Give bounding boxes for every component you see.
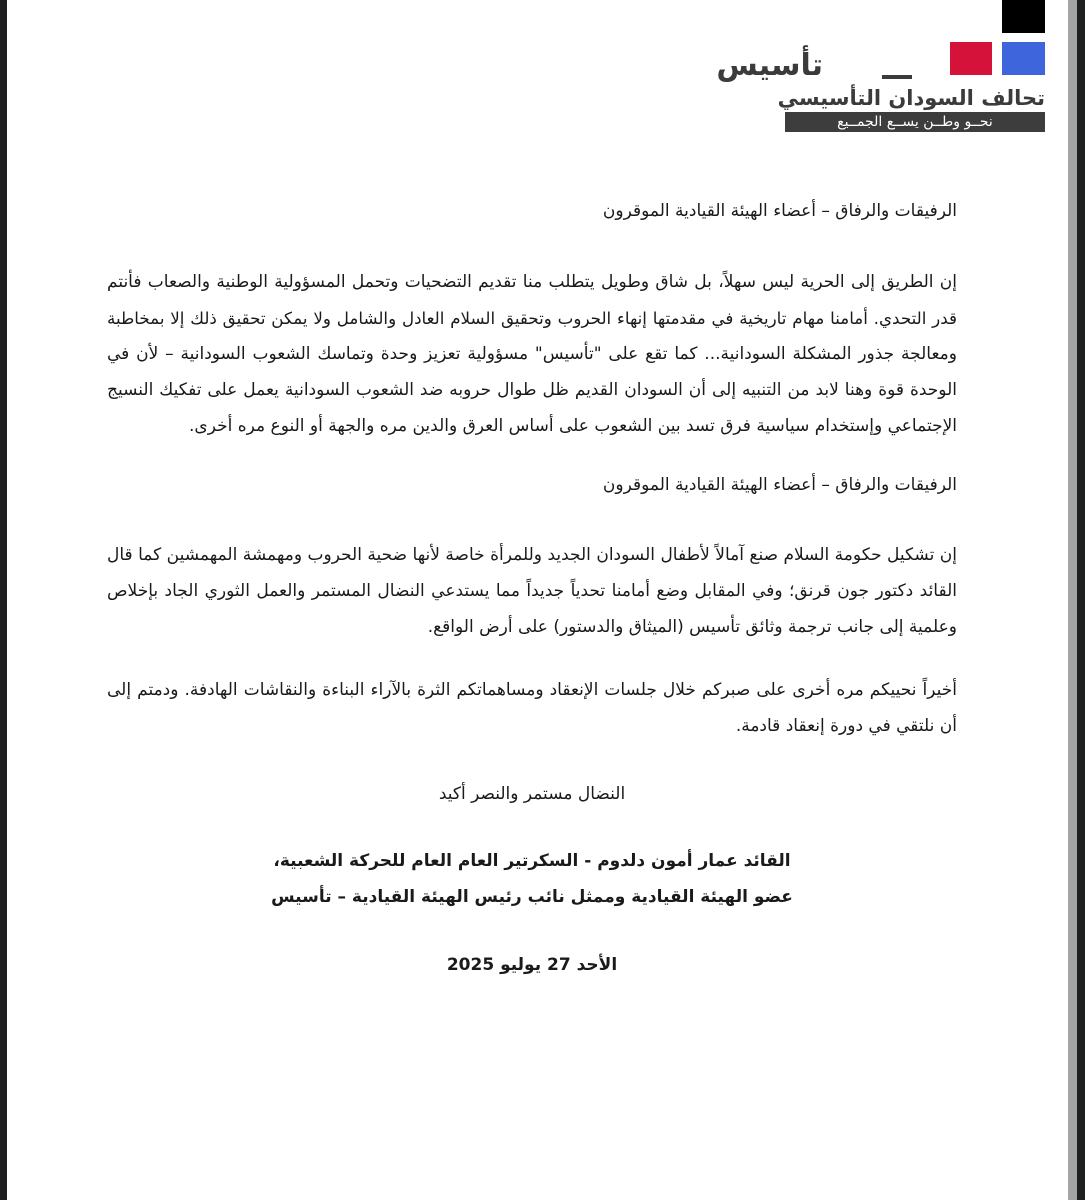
paragraph-line: أن نلتقي في دورة إنعقاد قادمة. xyxy=(735,716,957,736)
logo-name-text: تأسيس xyxy=(716,48,823,83)
scrollbar-track[interactable] xyxy=(1068,0,1077,1200)
logo-subtitle: تحالف السودان التأسيسي xyxy=(777,86,1045,110)
paragraph-line: قدر التحدي. أمامنا مهام تاريخية في مقدمتها إنهاء الحروب وتحقيق السلام العادل والشامل ولا يمكن تحقيق ذلك إلا بمخاطبة xyxy=(107,308,957,328)
paragraph-2 xyxy=(107,537,957,645)
paragraph-1 xyxy=(107,264,957,444)
paragraph-line: الوحدة قوة وهنا لابد من التنبيه إلى أن السودان القديم ظل طوال حروبه ضد الشعوب السودانية يعمل على تفكيك النسيج xyxy=(107,380,957,400)
signature-line: عضو الهيئة القيادية وممثل نائب رئيس الهيئة القيادية – تأسيس xyxy=(271,887,793,907)
salutation-1 xyxy=(107,193,957,229)
closing xyxy=(107,776,957,812)
paragraph-line: القائد دكتور جون قرنق؛ وفي المقابل وضع أمامنا تحدياً جديداً مما يستدعي النضال المستمر والعمل الثوري الجاد بإخلاص xyxy=(107,581,957,601)
logo-name xyxy=(716,46,943,86)
window-edge xyxy=(1077,0,1085,1200)
signature-block xyxy=(107,843,957,915)
paragraph-line: ومعالجة جذور المشكلة السودانية... كما تقع على "تأسيس" مسؤولية تعزيز وحدة وتماسك الشعوب السودانية – لأن في xyxy=(107,344,957,364)
date-text: الأحد 27 يوليو 2025 xyxy=(446,955,618,975)
logo-slogan: نحــو وطــن يســع الجمــيع xyxy=(785,112,1045,132)
signature-line: القائد عمار أمون دلدوم - السكرتير العام العام للحركة الشعبية، xyxy=(273,851,791,871)
paragraph-line: الإجتماعي وإستخدام سياسية فرق تسد بين الشعوب على أساس العرق والدين مره والجهة أو النوع مره أخرى. xyxy=(189,416,957,436)
logo-blue-square xyxy=(1002,42,1045,75)
paragraph-line: إن الطريق إلى الحرية ليس سهلاً، بل شاق وطويل يتطلب منا تقديم التضحيات وتحمل المسؤولية الوطنية والصعاب فأنتم xyxy=(107,272,957,292)
logo-red-square xyxy=(950,42,992,75)
paragraph-line: أخيراً نحييكم مره أخرى على صبركم خلال جلسات الإنعقاد ومساهماتكم الثرة بالآراء البناءة والنقاشات الهادفة. ودمتم إلى xyxy=(107,680,957,700)
paragraph-line: إن تشكيل حكومة السلام صنع آمالاً لأطفال السودان الجديد وللمرأة خاصة لأنها ضحية الحروب ومهمشة المهمشين كما قال xyxy=(107,545,957,565)
salutation-text: الرفيقات والرفاق – أعضاء الهيئة القيادية الموقرون xyxy=(602,475,957,495)
salutation-2 xyxy=(107,467,957,503)
logo-black-square xyxy=(1002,0,1045,33)
paragraph-3 xyxy=(107,672,957,744)
paragraph-line: وعلمية إلى جانب ترجمة وثائق تأسيس (الميثاق والدستور) على أرض الواقع. xyxy=(427,617,957,637)
logo-dash xyxy=(882,75,912,79)
closing-text: النضال مستمر والنصر أكيد xyxy=(438,784,626,804)
date xyxy=(107,947,957,983)
salutation-text: الرفيقات والرفاق – أعضاء الهيئة القيادية الموقرون xyxy=(602,201,957,221)
